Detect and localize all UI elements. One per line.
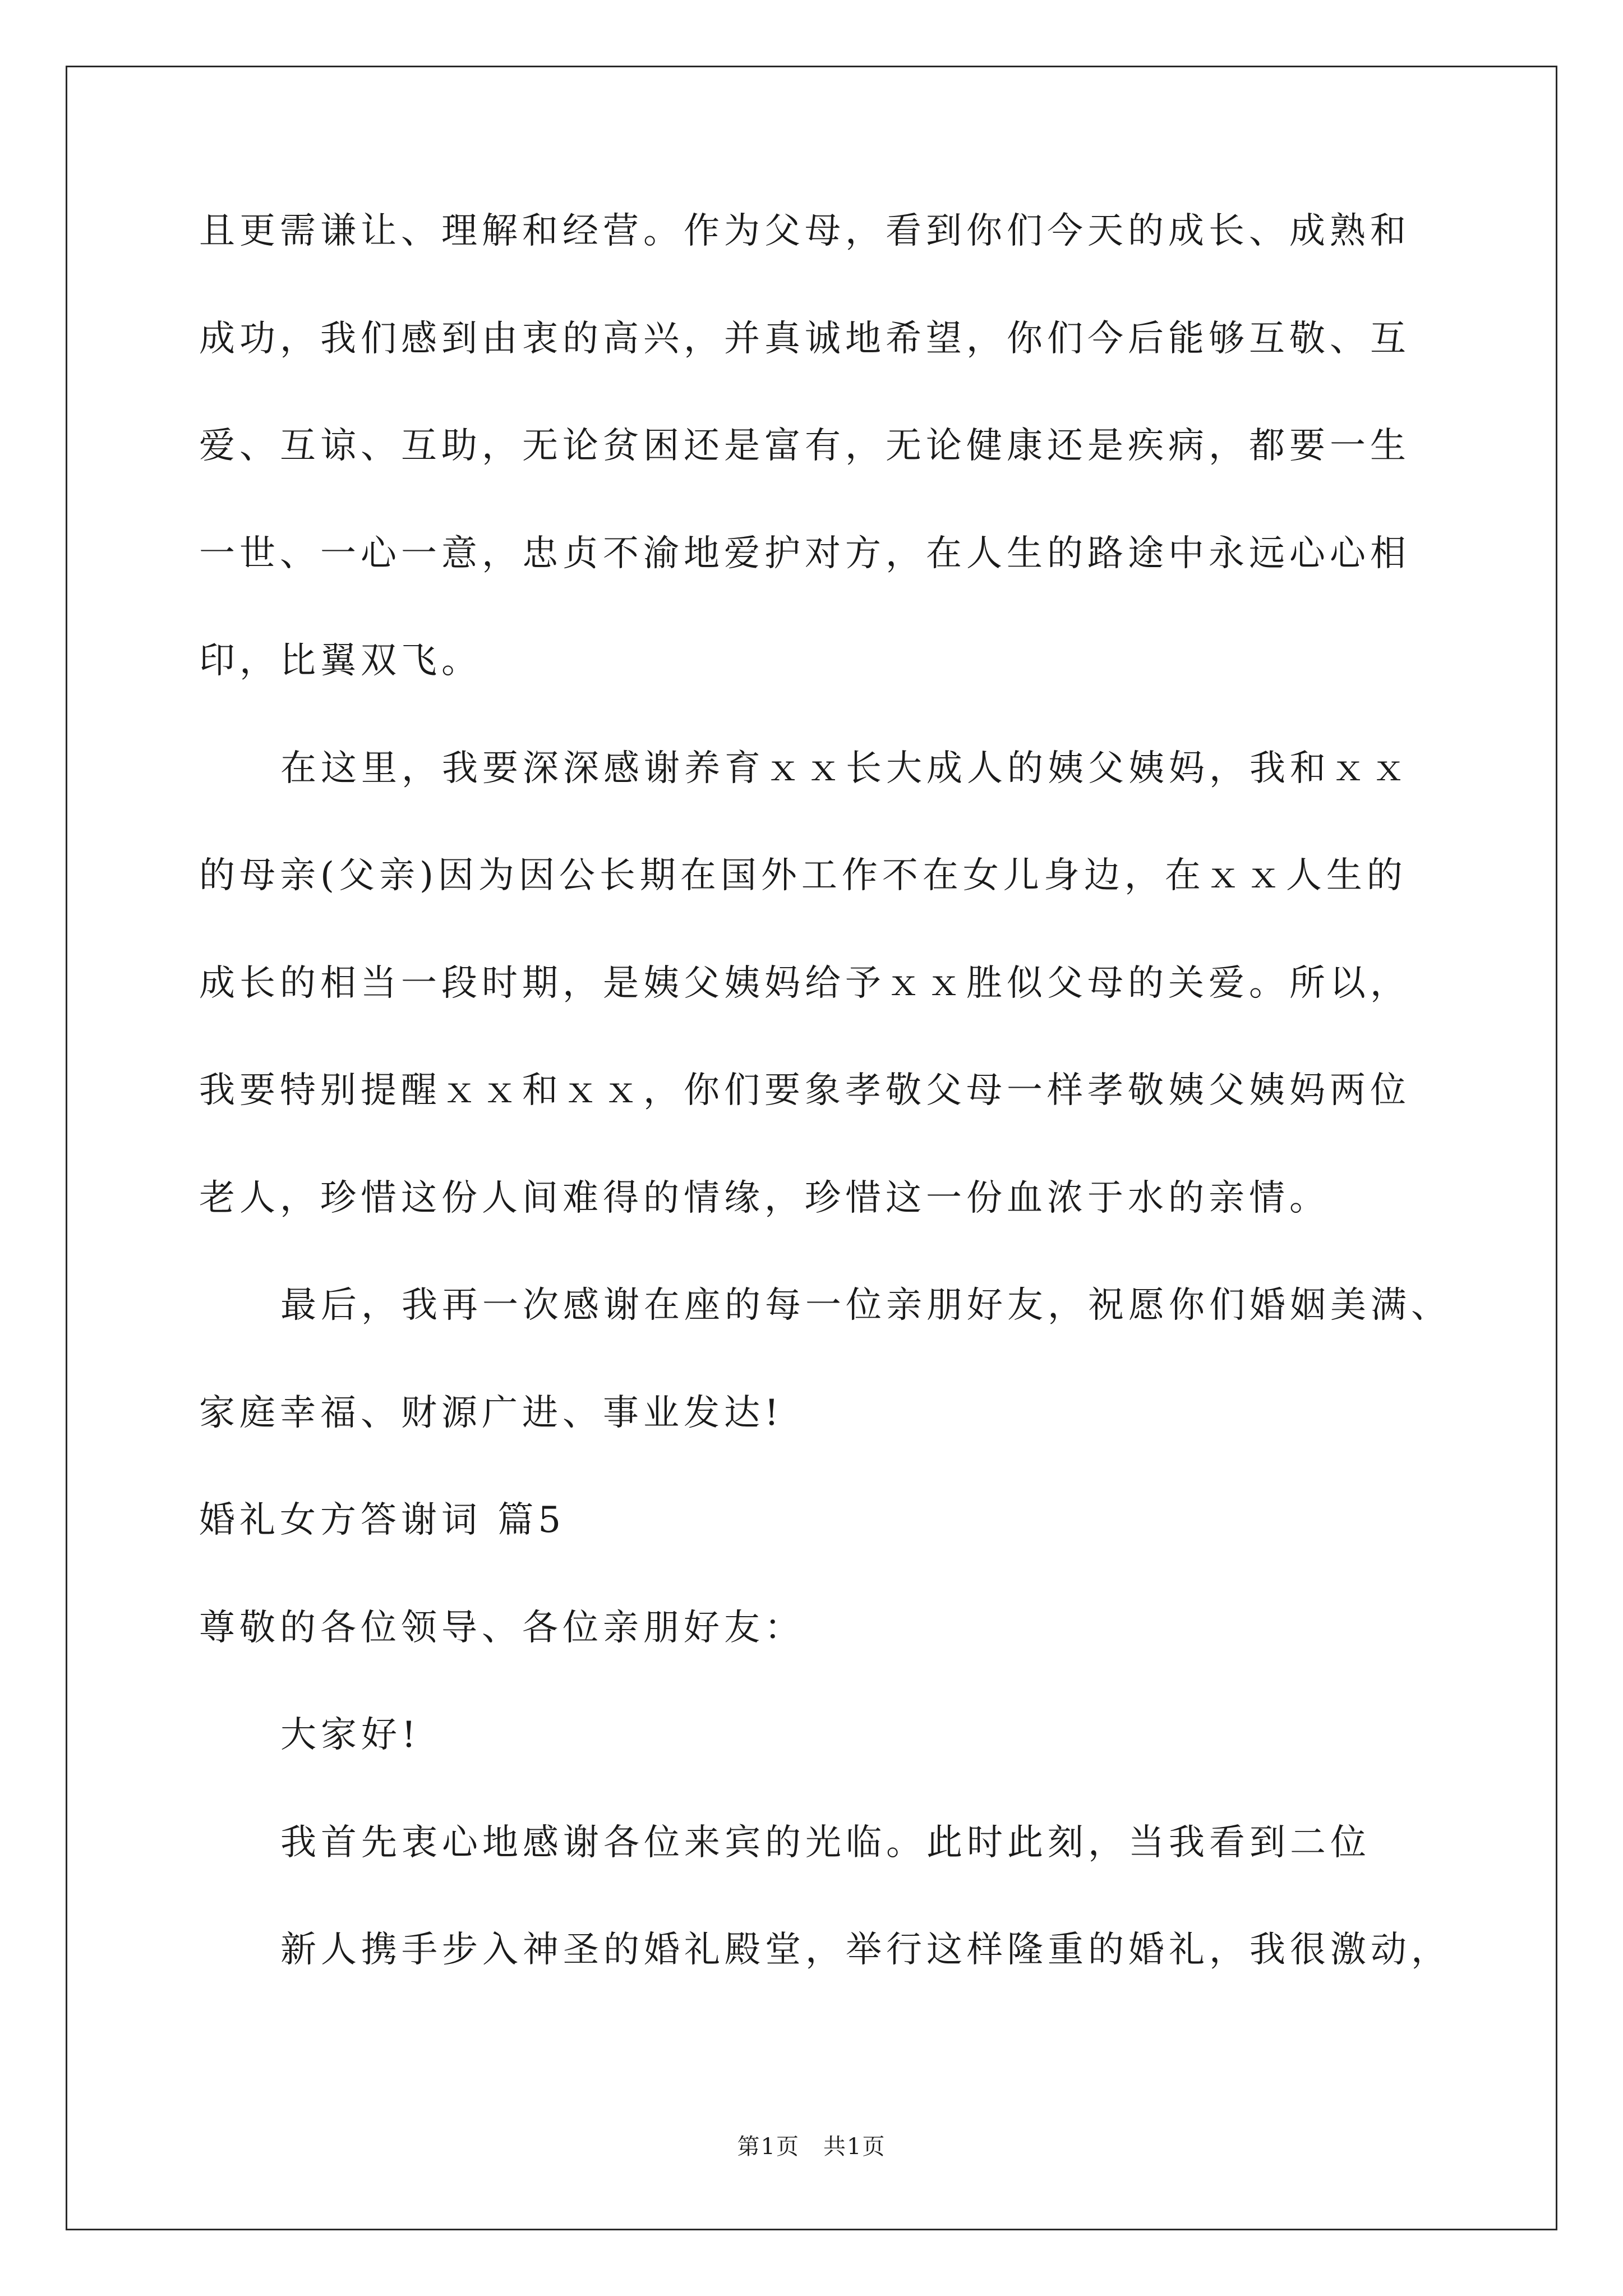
text-line: 我要特别提醒ｘｘ和ｘｘ，你们要象孝敬父母一样孝敬姨父姨妈两位 — [199, 1070, 1410, 1111]
text-line: 我首先衷心地感谢各位来宾的光临。此时此刻，当我看到二位 — [280, 1822, 1371, 1864]
section-heading: 婚礼女方答谢词 篇5 — [199, 1499, 566, 1541]
page-number: 第1页 共1页 — [737, 2134, 886, 2160]
text-line: 爱、互谅、互助，无论贫困还是富有，无论健康还是疾病，都要一生 — [199, 425, 1410, 467]
text-line: 成长的相当一段时期，是姨父姨妈给予ｘｘ胜似父母的关爱。所以， — [199, 963, 1410, 1004]
text-line: 印，比翼双飞。 — [199, 640, 482, 682]
text-line: 的母亲(父亲)因为因公长期在国外工作不在女儿身边，在ｘｘ人生的 — [199, 855, 1407, 896]
page-border — [66, 66, 1557, 2230]
text-line: 成功，我们感到由衷的高兴，并真诚地希望，你们今后能够互敬、互 — [199, 318, 1410, 360]
salutation: 尊敬的各位领导、各位亲朋好友： — [199, 1607, 805, 1649]
text-line: 一世、一心一意，忠贞不渝地爱护对方，在人生的路途中永远心心相 — [199, 533, 1410, 574]
text-line: 且更需谦让、理解和经营。作为父母，看到你们今天的成长、成熟和 — [199, 210, 1410, 252]
text-line: 最后，我再一次感谢在座的每一位亲朋好友，祝愿你们婚姻美满、 — [280, 1285, 1451, 1326]
text-line: 在这里，我要深深感谢养育ｘｘ长大成人的姨父姨妈，我和ｘｘ — [280, 748, 1411, 789]
text-line: 老人，珍惜这份人间难得的情缘，珍惜这一份血浓于水的亲情。 — [199, 1177, 1330, 1219]
greeting: 大家好! — [280, 1714, 421, 1756]
text-line: 家庭幸福、财源广进、事业发达! — [199, 1392, 783, 1434]
text-line: 新人携手步入神圣的婚礼殿堂，举行这样隆重的婚礼，我很激动， — [280, 1929, 1451, 1971]
